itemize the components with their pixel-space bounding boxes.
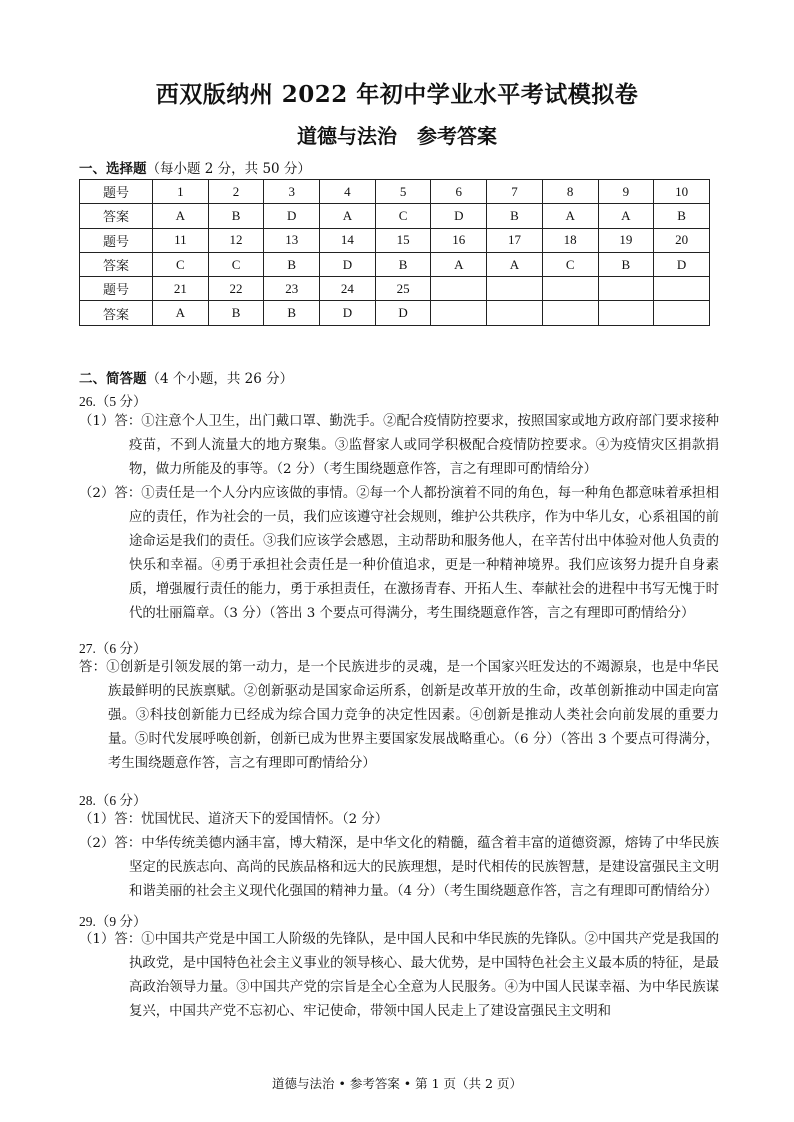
answer-table-cell: B (654, 204, 710, 228)
answer-table-row-label: 答案 (80, 301, 153, 325)
answer-table-cell: 1 (153, 180, 209, 204)
answer-table-cell: 11 (153, 228, 209, 252)
answer-table-cell: A (598, 204, 654, 228)
answer-table-cell (598, 277, 654, 301)
question-28-number: 28.（6 分） (79, 793, 147, 808)
question-26-number: 26.（5 分） (79, 394, 147, 409)
answer-table-cell: 17 (487, 228, 543, 252)
answer-table-row (80, 301, 710, 325)
answer-table-cell: D (264, 204, 320, 228)
answer-table-cell: D (320, 252, 376, 276)
answer-table (79, 179, 710, 326)
answer-table-cell: B (264, 252, 320, 276)
answer-table-cell: 4 (320, 180, 376, 204)
question-27-number: 27.（6 分） (79, 641, 147, 656)
page-subtitle: 道德与法治 参考答案 (297, 124, 497, 148)
answer-table-cell: A (542, 204, 598, 228)
answer-table-cell: A (153, 301, 209, 325)
question-27-answer: 答：①创新是引领发展的第一动力，是一个民族进步的灵魂，是一个国家兴旺发达的不竭源泉，也是中华民族最鲜明的民族禀赋。②创新驱动是国家命运所系，创新是改革开放的生命，改革创新推动中国走向富强。③科技创新能力已经成为综合国力竞争的决定性因素。④创新是推动人类社会向前发展的重要力量。⑤时代发展呼唤创新，创新已成为世界主要国家发展战略重心。（6 分）（答出 3 个要点可得满分，考生围绕题意作答，言之有理即可酌情给分） (79, 660, 719, 771)
answer-table-cell: 12 (208, 228, 264, 252)
answer-table-row-label: 答案 (80, 204, 153, 228)
answer-table-cell: 15 (375, 228, 431, 252)
answer-table-cell: D (431, 204, 487, 228)
answer-table-row (80, 277, 710, 301)
answer-table-cell: 9 (598, 180, 654, 204)
answer-table-cell: D (654, 252, 710, 276)
answer-table-cell: 5 (375, 180, 431, 204)
answer-table-row (80, 204, 710, 228)
answer-table-cell: A (431, 252, 487, 276)
answer-table-cell: 3 (264, 180, 320, 204)
section-1-note: （每小题 2 分，共 50 分） (146, 161, 311, 177)
question-28-answer-1: （1）答：忧国忧民、道济天下的爱国情怀。（2 分） (79, 812, 389, 827)
answer-table-cell: A (320, 204, 376, 228)
answer-table-cell: 8 (542, 180, 598, 204)
answer-table-cell: 6 (431, 180, 487, 204)
answer-table-row (80, 252, 710, 276)
section-2-heading: 二、简答题 (79, 371, 147, 387)
answer-table-row (80, 228, 710, 252)
answer-table-cell: 23 (264, 277, 320, 301)
question-29-number: 29.（9 分） (79, 914, 147, 929)
answer-table-cell (654, 277, 710, 301)
answer-table-cell: C (208, 252, 264, 276)
answer-table-cell: C (375, 204, 431, 228)
answer-table-cell (487, 277, 543, 301)
answer-table-cell: C (153, 252, 209, 276)
answer-table-row (80, 180, 710, 204)
answer-table-cell: D (320, 301, 376, 325)
answer-table-cell: C (542, 252, 598, 276)
answer-table-cell (431, 301, 487, 325)
answer-table-cell: 19 (598, 228, 654, 252)
page-footer: 道德与法治 • 参考答案 • 第 1 页（共 2 页） (272, 1076, 522, 1091)
section-1-heading: 一、选择题 (79, 161, 147, 177)
answer-table-cell: 14 (320, 228, 376, 252)
answer-table-cell: 20 (654, 228, 710, 252)
question-26-answer-2: （2）答：①责任是一个人分内应该做的事情。②每一个人都扮演着不同的角色，每一种角色都意味着承担相应的责任，作为社会的一员，我们应该遵守社会规则，维护公共秩序，作为中华儿女，心系祖国的前途命运是我们的责任。③我们应该学会感恩，主动帮助和服务他人，在辛苦付出中体验对他人负责的快乐和幸福。④勇于承担社会责任是一种价值追求，更是一种精神境界。我们应该努力提升自身素质，增强履行责任的能力，勇于承担责任，在激扬青春、开拓人生、奉献社会的进程中书写无愧于时代的壮丽篇章。（3 分）（答出 3 个要点可得满分，考生围绕题意作答，言之有理即可酌情给分） (79, 486, 719, 621)
answer-table-cell: 18 (542, 228, 598, 252)
answer-table-cell (487, 301, 543, 325)
answer-table-cell (542, 301, 598, 325)
answer-table-cell: B (208, 301, 264, 325)
answer-table-cell: 21 (153, 277, 209, 301)
question-26-answer-1: （1）答：①注意个人卫生，出门戴口罩、勤洗手。②配合疫情防控要求，按照国家或地方政府部门要求接种疫苗，不到人流量大的地方聚集。③监督家人或同学积极配合疫情防控要求。④为疫情灾区捐款捐物，做力所能及的事等。（2 分）（考生围绕题意作答，言之有理即可酌情给分） (79, 414, 719, 477)
answer-table-cell: B (598, 252, 654, 276)
answer-table-row-label: 题号 (80, 228, 153, 252)
answer-table-cell (598, 301, 654, 325)
section-2-note: （4 个小题，共 26 分） (146, 371, 294, 387)
answer-table-row-label: 答案 (80, 252, 153, 276)
answer-table-cell: B (264, 301, 320, 325)
answer-table-row-label: 题号 (80, 180, 153, 204)
answer-table-cell: 24 (320, 277, 376, 301)
answer-table-cell (542, 277, 598, 301)
question-28-answer-2: （2）答：中华传统美德内涵丰富，博大精深，是中华文化的精髓，蕴含着丰富的道德资源，熔铸了中华民族坚定的民族志向、高尚的民族品格和远大的民族理想，是时代相传的民族智慧，是建设富强民主文明和谐美丽的社会主义现代化强国的精神力量。（4 分）（考生围绕题意作答，言之有理即可酌情给分） (79, 836, 719, 899)
answer-table-cell: 16 (431, 228, 487, 252)
answer-table-row-label: 题号 (80, 277, 153, 301)
answer-table-cell: 25 (375, 277, 431, 301)
answer-table-cell: D (375, 301, 431, 325)
answer-table-cell (431, 277, 487, 301)
answer-table-cell: 22 (208, 277, 264, 301)
answer-table-cell: A (487, 252, 543, 276)
answer-table-cell: 7 (487, 180, 543, 204)
answer-table-cell: B (208, 204, 264, 228)
question-29-answer-1: （1）答：①中国共产党是中国工人阶级的先锋队，是中国人民和中华民族的先锋队。②中国共产党是我国的执政党，是中国特色社会主义事业的领导核心、最大优势，是中国特色社会主义最本质的特征，是最高政治领导力量。③中国共产党的宗旨是全心全意为人民服务。④为中国人民谋幸福、为中华民族谋复兴，中国共产党不忘初心、牢记使命，带领中国人民走上了建设富强民主文明和 (79, 932, 719, 1019)
answer-table-cell: A (153, 204, 209, 228)
answer-table-cell: 2 (208, 180, 264, 204)
answer-table-cell (654, 301, 710, 325)
answer-table-cell: B (375, 252, 431, 276)
page-title: 西双版纳州 2022 年初中学业水平考试模拟卷 (155, 81, 639, 108)
answer-table-cell: B (487, 204, 543, 228)
section-1-header (79, 157, 311, 177)
section-2-header (79, 367, 293, 387)
answer-table-cell: 13 (264, 228, 320, 252)
answer-table-cell: 10 (654, 180, 710, 204)
